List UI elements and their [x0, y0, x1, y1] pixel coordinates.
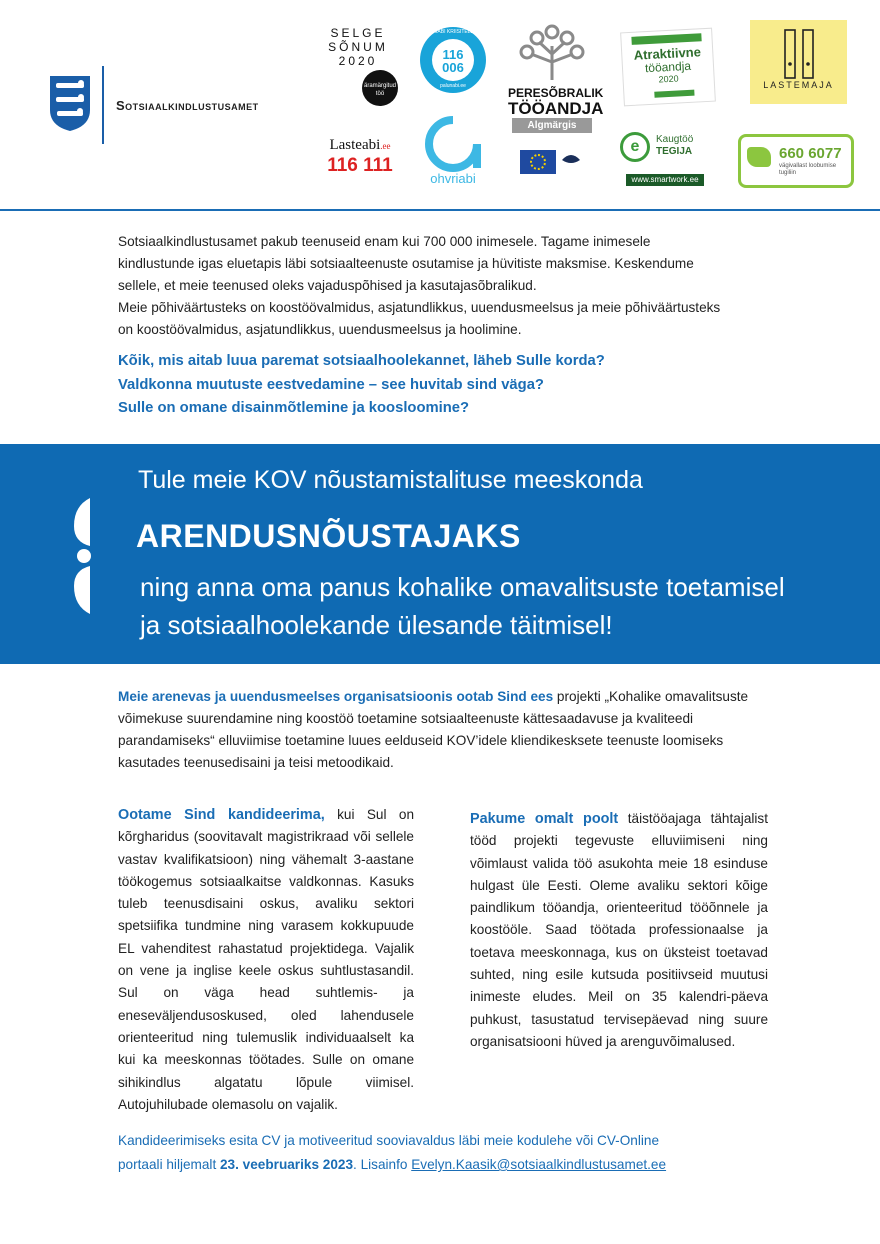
badge-text: 116 111 [327, 155, 393, 176]
intro-line: Sotsiaalkindlustusamet pakub teenuseid enam kui 700 000 inimesele. Tagame inimesele [118, 234, 651, 249]
requirements-heading: Ootame Sind kandideerima, [118, 807, 325, 823]
question: Valdkonna muutuste eestvedamine – see huvitab sind väga? [118, 376, 544, 393]
banner-tagline-line: ning anna oma panus kohalike omavalitsuste toetamisel [140, 572, 785, 602]
badge-text: OHVRIABI KRIISITELEFON [421, 29, 485, 35]
offer-heading: Pakume omalt poolt [470, 811, 619, 827]
question-list [118, 350, 768, 421]
intro-line: sellele, et meie teenused oleks vajaduspõhised ja kasutajasõbralikud. [118, 278, 537, 293]
ohvriabi-logo-icon [425, 116, 481, 172]
peresobralik-tooandja-badge [508, 24, 604, 142]
badge-text: SELGE [330, 26, 386, 40]
badge-text: PERESÕBRALIK [508, 86, 604, 100]
lastemaja-badge [750, 20, 847, 104]
application-info [118, 1129, 768, 1177]
job-title: ARENDUSNÕUSTAJAKS [136, 518, 521, 554]
badge-text: ohvriabi [430, 171, 476, 186]
badge-text: tugiliin [779, 170, 797, 176]
badge-text: töö [375, 91, 385, 97]
badge-text: tööandja [644, 58, 692, 76]
badge-text: 006 [442, 60, 464, 75]
badge-text: 660 6077 [779, 145, 842, 162]
coat-of-arms-icon [48, 74, 92, 132]
badge-text: TÖÖANDJA [508, 99, 604, 118]
badge-text: TEGIJA [656, 146, 693, 157]
badge-text: Atraktiivne [633, 44, 702, 63]
e-letter-icon: e [620, 132, 650, 162]
lead-paragraph [118, 686, 758, 774]
award-disc-icon [362, 70, 398, 106]
ohvriabi-kriisitelefon-badge [420, 27, 486, 93]
badge-text: 2020 [338, 54, 378, 68]
lead-highlight: Meie arenevas ja uuendusmeelses organisatsioonis ootab Sind ees [118, 689, 554, 704]
lasteabi-badge [322, 136, 398, 186]
selge-sonum-badge [322, 26, 394, 110]
intro-line: kindlustunde igas eluetapis läbi sotsiaalteenuste osutamise ja hüvitiste maksmise. Keskendume [118, 256, 694, 271]
vagivald-tugiliin-badge [738, 134, 854, 188]
bracket-decoration-icon [70, 496, 96, 616]
badge-text: www.smartwork.ee [626, 174, 704, 186]
badge-text: Kaugtöö [656, 134, 694, 145]
offer-text: täistööajaga tähtajalist tööd projekti tegevuste elluviimiseni ning võimlaust valida töö asukohta meie 18 esinduse hulgast üle Eesti. Oleme avaliku sektori kõige paindlikum tööandja, orienteeritud tööõnnele ja koostööle. Saad töötada professionaalse ja toetava meeskonnaga, kus on üksteist toetavad suhted, ning esile kutsuda positiivseid muutusi inimeste eludes. Meil on 35 kalendri-päeva puhkust, tasustatud tervisepäevad ning suure organisatsiooni hüved ja arenguvõimalused. [470, 811, 768, 1049]
badge-text: SÕNUM [328, 40, 388, 54]
partner-logo-icon [560, 150, 582, 168]
application-line [118, 1153, 768, 1177]
intro-line: Meie põhiväärtusteks on koostöövalmidus, asjatundlikkus, uuendusmeelsus ja meie põhiväärtusteks [118, 300, 721, 315]
badge-text: vägivallast loobumise [779, 163, 837, 169]
job-banner [0, 444, 880, 664]
badge-text: palunabi.ee [440, 83, 466, 89]
banner-intro: Tule meie KOV nõustamistalituse meeskonda [138, 466, 643, 494]
hands-icon [747, 147, 771, 167]
tree-icon [517, 24, 587, 82]
header-divider [0, 209, 880, 211]
contact-email-link[interactable]: Evelyn.Kaasik@sotsiaalkindlustusamet.ee [411, 1157, 667, 1172]
question: Sulle on omane disainmõtlemine ja koosloomine? [118, 400, 470, 416]
banner-tagline [140, 568, 840, 644]
agency-name: Sotsiaalkindlustusamet [116, 98, 259, 113]
badge-text: 2020 [658, 73, 679, 85]
agency-logo [48, 62, 288, 152]
badge-text: Lasteabi [329, 137, 381, 153]
ohvriabi-badge [420, 116, 486, 192]
house-icon [779, 26, 819, 80]
banner-tagline-line: ja sotsiaalhoolekande ülesande täitmisel! [140, 610, 613, 640]
intro-paragraph [118, 231, 768, 341]
logo-divider [102, 66, 104, 144]
application-text: . Lisainfo [353, 1157, 412, 1172]
requirements-column [118, 804, 414, 1116]
question: Kõik, mis aitab luua paremat sotsiaalhoolekannet, läheb Sulle korda? [118, 353, 605, 369]
eu-flag-icon [520, 150, 556, 174]
application-text: portaali hiljemalt [118, 1157, 220, 1172]
badge-text: Algmärgis [512, 118, 592, 133]
requirements-text: kui Sul on kõrgharidus (soovitavalt magistrikraad või sellele vastav kvalifikatsioon) ning vähemalt 3-aastane töökogemus sotsiaalkaitse valdkonnas. Kasuks tuleb teenusdisaini oskus, avaliku sektori spetsiifika tundmine ning varasem kokkupuude EL vahenditest rahastatud projektidega. Vajalik on vene ja inglise keele oskus suhtlustasandil. Sul on väga head suhtlemis- ja eneseväljendusoskused, oled lahendusele orienteeritud ning tulemuslik individuaalselt ka kui ka meeskonnas töötades. Sulle on omane sihikindlus algatatu lõpule viimisel. Autojuhilubade olemasolu on vajalik. [118, 807, 415, 1112]
badge-text: LASTEMAJA [763, 80, 834, 90]
atraktiivne-tooandja-badge [620, 28, 716, 107]
badge-text: .ee [380, 141, 391, 151]
badge-text: 116 [442, 47, 464, 62]
kaugtoo-tegija-badge [616, 130, 712, 188]
deadline: 23. veebruariks 2023 [220, 1157, 354, 1172]
lead-text: projekti „Kohalike omavalitsuste võimekuse suurendamine ning koostöö toetamine sotsiaalteenuste kättesaadavuse ja kvaliteedi parandamiseks“ elluviimise toetamine luues eelduseid KOV’idele kliendikesksete teenuste loomiseks kasutades teenusedisaini ja teisi metoodikaid. [118, 689, 749, 770]
intro-line: on koostöövalmidus, asjatundlikkus, uuendusmeelsus ja hoolimine. [118, 322, 522, 337]
badge-text: äramärgitud [363, 83, 396, 89]
offer-column [470, 808, 768, 1053]
application-line: Kandideerimiseks esita CV ja motiveeritud sooviavaldus läbi meie kodulehe või CV-Online [118, 1133, 660, 1148]
